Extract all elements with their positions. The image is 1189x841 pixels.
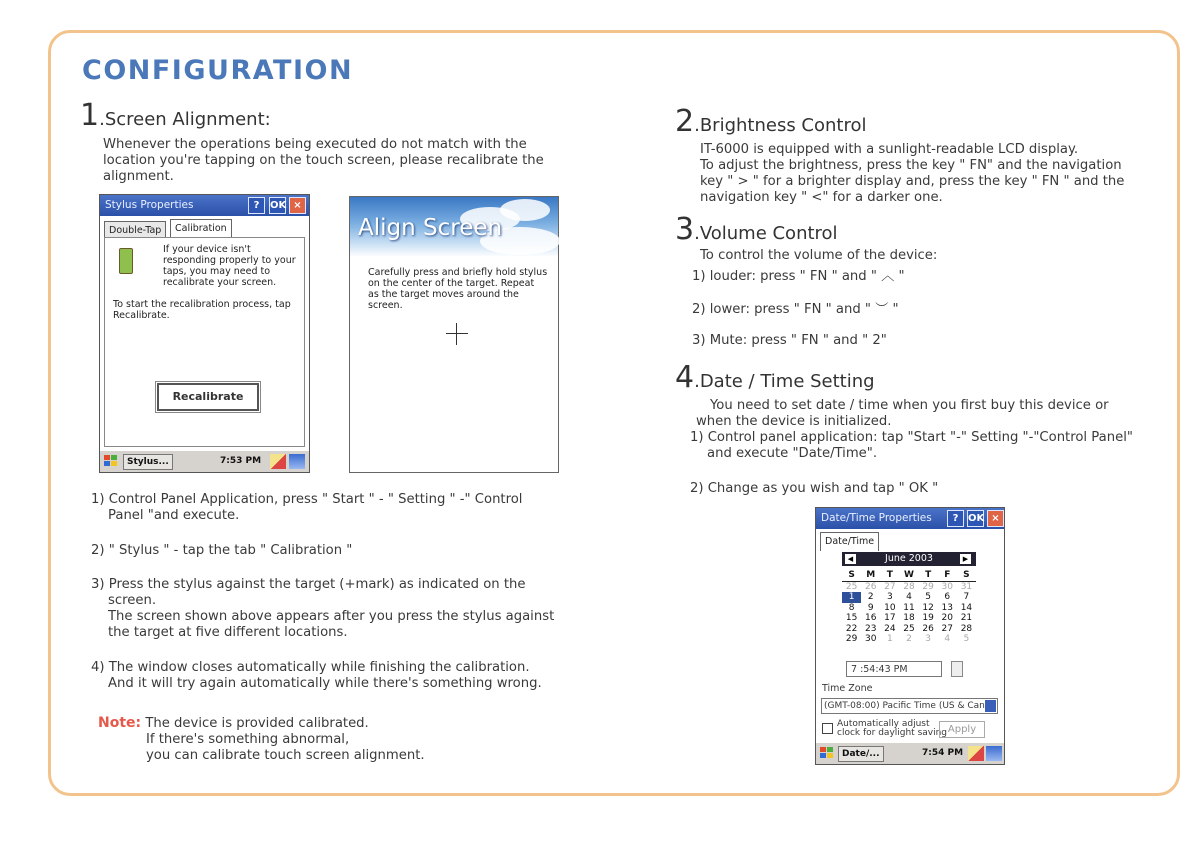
step-line: the target at five different locations. — [108, 625, 348, 640]
calendar-day[interactable]: 3 — [925, 634, 931, 644]
calendar-day[interactable]: 28 — [960, 623, 973, 634]
datetime-step-line: 1) Control panel application: tap "Start "-" Setting "-"Control Panel" — [690, 430, 1133, 445]
align-screen-window — [349, 196, 559, 473]
calendar-day[interactable]: 18 — [903, 613, 915, 623]
datetime-line: when the device is initialized. — [696, 414, 892, 429]
ok-button[interactable]: OK — [967, 510, 984, 527]
weekday-header: M — [861, 570, 880, 581]
step-line: The screen shown above appears after you press the stylus against — [108, 609, 555, 624]
ok-button[interactable]: OK — [269, 197, 286, 214]
calendar-day[interactable]: 25 — [903, 623, 915, 634]
calendar-day[interactable]: 1 — [886, 634, 893, 644]
datetime-step-line: and execute "Date/Time". — [707, 446, 878, 461]
brightness-line: IT-6000 is equipped with a sunlight-readable LCD display. — [700, 142, 1079, 157]
input-panel-icon[interactable] — [270, 454, 286, 469]
time-spinner[interactable] — [951, 661, 963, 677]
section-4-title: .Date / Time Setting — [694, 371, 875, 392]
window-title: Stylus Properties — [105, 199, 194, 211]
page-title: CONFIGURATION — [82, 55, 354, 86]
calendar-month — [842, 552, 976, 566]
timezone-select[interactable] — [821, 698, 998, 714]
calendar-day[interactable]: 14 — [960, 602, 973, 613]
timezone-label: Time Zone — [822, 683, 873, 694]
calendar-day[interactable]: 8 — [848, 602, 855, 613]
next-month-icon[interactable]: ▶ — [960, 554, 971, 564]
desktop-icon[interactable] — [986, 746, 1002, 761]
input-panel-icon[interactable] — [968, 746, 984, 761]
timezone-value: (GMT-08:00) Pacific Time (US & Can — [824, 701, 985, 711]
step-3 — [91, 577, 554, 641]
message-line: recalibrate your screen. — [163, 277, 277, 288]
calendar-grid — [842, 570, 976, 645]
start-flag-icon[interactable] — [820, 747, 834, 760]
calendar-day[interactable]: 16 — [864, 613, 877, 623]
calendar-day[interactable]: 31 — [960, 581, 973, 592]
step-line: 1) Control Panel Application, press " Start " - " Setting " -" Control — [91, 492, 523, 507]
step-line: 4) The window closes automatically while finishing the calibration. — [91, 660, 530, 675]
calendar-day[interactable]: 3 — [886, 592, 893, 602]
taskbar — [100, 450, 309, 472]
close-button[interactable]: × — [987, 510, 1004, 527]
align-line: on the center of the target. Repeat — [368, 278, 535, 289]
calendar-day[interactable]: 5 — [963, 634, 970, 644]
help-button[interactable]: ? — [248, 197, 265, 214]
tab-calibration[interactable]: Calibration — [170, 219, 232, 238]
message-line: responding properly to your — [163, 255, 296, 266]
calendar-day[interactable]: 19 — [922, 613, 934, 623]
volume-lower: 2) lower: press " FN " and " ︶ " — [692, 302, 899, 317]
calibration-instruction — [113, 299, 291, 321]
datetime-step-2: 2) Change as you wish and tap " OK " — [690, 481, 939, 496]
weekday-header: S — [957, 570, 976, 581]
calendar-day[interactable]: 29 — [922, 581, 934, 592]
note-line: The device is provided calibrated. — [145, 716, 369, 731]
datetime-intro — [696, 398, 1109, 430]
align-screen-title: Align Screen — [358, 215, 503, 241]
intro-line: location you're tapping on the touch screen, please recalibrate the — [103, 153, 544, 168]
volume-mute: 3) Mute: press " FN " and " 2" — [692, 333, 887, 348]
help-button[interactable]: ? — [947, 510, 964, 527]
step-line: Panel "and execute. — [108, 508, 240, 523]
calendar-day[interactable]: 7 — [963, 592, 970, 602]
step-2 — [91, 543, 352, 559]
calendar-day[interactable]: 29 — [845, 634, 858, 644]
calendar-day[interactable]: 5 — [925, 592, 931, 602]
calendar-day[interactable]: 22 — [845, 623, 858, 634]
volume-intro: To control the volume of the device: — [700, 248, 938, 263]
calendar-day[interactable]: 26 — [864, 581, 877, 592]
calendar-day[interactable]: 28 — [903, 581, 915, 592]
step-line: 2) " Stylus " - tap the tab " Calibration " — [91, 543, 353, 558]
step-line: screen. — [108, 593, 157, 608]
section-3-title: .Volume Control — [694, 223, 838, 244]
instruction-line: To start the recalibration process, tap — [113, 299, 291, 310]
section-3-number: 3 — [675, 212, 695, 247]
section-1-heading — [80, 98, 271, 133]
section-4-number: 4 — [675, 360, 695, 395]
section-1-title: .Screen Alignment: — [99, 109, 271, 130]
desktop-icon[interactable] — [289, 454, 305, 469]
calendar-day[interactable]: 6 — [944, 592, 951, 602]
recalibrate-button[interactable]: Recalibrate — [157, 383, 259, 411]
volume-louder: 1) louder: press " FN " and " ︿ " — [692, 269, 905, 284]
chevron-down-icon[interactable] — [985, 700, 996, 712]
brightness-line: navigation key " <" for a darker one. — [700, 190, 943, 205]
section-1-intro — [103, 137, 573, 185]
section-2-title: .Brightness Control — [694, 115, 867, 136]
weekday-header: S — [842, 570, 861, 581]
weekday-header: T — [919, 570, 938, 581]
taskbar-item-stylus[interactable]: Stylus... — [123, 454, 173, 470]
message-line: taps, you may need to — [163, 266, 271, 277]
datetime-step-1 — [690, 430, 1133, 462]
time-input[interactable]: 7 :54:43 PM — [846, 661, 942, 677]
step-1 — [91, 492, 522, 524]
calendar-day[interactable]: 25 — [845, 581, 858, 592]
close-button[interactable]: × — [289, 197, 306, 214]
tray-clock[interactable]: 7:54 PM — [922, 748, 964, 758]
message-line: If your device isn't — [163, 244, 251, 255]
note-line: If there's something abnormal, — [146, 732, 350, 747]
calendar-day[interactable]: 23 — [864, 623, 877, 634]
calendar-day[interactable]: 4 — [906, 592, 912, 602]
weekday-header: W — [899, 570, 918, 581]
intro-line: Whenever the operations being executed do not match with the — [103, 137, 527, 152]
brightness-line: key " > " for a brighter display and, press the key " FN " and the — [700, 174, 1125, 189]
window-title: Date/Time Properties — [821, 512, 932, 524]
instruction-line: Recalibrate. — [113, 310, 170, 321]
note-label: Note: — [98, 715, 142, 731]
datetime-properties-window — [815, 507, 1005, 765]
start-flag-icon[interactable] — [104, 455, 118, 468]
step-4 — [91, 660, 542, 692]
month-label: June 2003 — [885, 553, 933, 564]
align-instructions — [368, 267, 547, 311]
calibration-panel — [104, 237, 305, 447]
tray-clock[interactable]: 7:53 PM — [220, 456, 262, 466]
calendar-day[interactable]: 26 — [922, 623, 934, 634]
calendar-day[interactable]: 12 — [922, 602, 934, 613]
device-icon — [119, 248, 133, 274]
section-1-number: 1 — [80, 98, 100, 133]
calendar-day[interactable]: 11 — [903, 602, 915, 613]
daylight-label — [837, 720, 947, 738]
section-2-heading — [675, 104, 866, 139]
calendar-day[interactable]: 4 — [944, 634, 951, 644]
calendar-day[interactable]: 13 — [941, 602, 953, 613]
calendar-day[interactable]: 24 — [884, 623, 896, 634]
calendar-day[interactable]: 30 — [941, 581, 953, 592]
section-4-heading — [675, 360, 875, 395]
calendar-day[interactable]: 30 — [864, 634, 877, 644]
datetime-line: You need to set date / time when you first buy this device or — [710, 398, 1109, 413]
step-line: 3) Press the stylus against the target (+mark) as indicated on the — [91, 577, 526, 592]
tab-date-time[interactable]: Date/Time — [820, 532, 879, 551]
stylus-properties-window — [99, 194, 310, 473]
calibration-message — [163, 244, 296, 288]
weekday-header: F — [938, 570, 957, 581]
note-block — [98, 715, 425, 764]
calendar-day[interactable]: 17 — [884, 613, 896, 623]
daylight-checkbox[interactable] — [822, 723, 833, 734]
daylight-line: Automatically adjust — [837, 719, 930, 729]
intro-line: alignment. — [103, 169, 174, 184]
taskbar — [816, 742, 1004, 764]
calendar-day[interactable]: 27 — [884, 581, 896, 592]
taskbar-item-datetime[interactable]: Date/... — [838, 746, 884, 762]
calendar-day[interactable]: 20 — [941, 613, 953, 623]
section-3-heading — [675, 212, 838, 247]
brightness-line: To adjust the brightness, press the key " FN" and the navigation — [700, 158, 1122, 173]
brightness-text — [700, 142, 1124, 206]
note-line: you can calibrate touch screen alignment. — [146, 748, 425, 763]
target-crosshair-icon[interactable] — [446, 323, 468, 345]
calendar-day[interactable]: 15 — [845, 613, 858, 623]
calendar-day[interactable]: 9 — [867, 602, 874, 613]
calendar-day[interactable]: 10 — [884, 602, 896, 613]
align-line: as the target moves around the — [368, 289, 519, 300]
weekday-header: T — [880, 570, 899, 581]
section-2-number: 2 — [675, 104, 695, 139]
tab-double-tap[interactable]: Double-Tap — [104, 221, 166, 238]
step-line: And it will try again automatically while there's something wrong. — [108, 676, 542, 691]
calendar-day[interactable]: 1 — [842, 592, 861, 603]
calendar-day[interactable]: 2 — [906, 634, 912, 644]
calendar-day[interactable]: 2 — [867, 592, 874, 602]
calendar-day[interactable]: 27 — [941, 623, 953, 634]
align-line: Carefully press and briefly hold stylus — [368, 267, 548, 278]
apply-button[interactable]: Apply — [939, 721, 985, 738]
daylight-line: clock for daylight saving — [837, 728, 948, 738]
align-line: screen. — [368, 300, 403, 311]
calendar-day[interactable]: 21 — [960, 613, 973, 623]
prev-month-icon[interactable]: ◀ — [845, 554, 856, 564]
